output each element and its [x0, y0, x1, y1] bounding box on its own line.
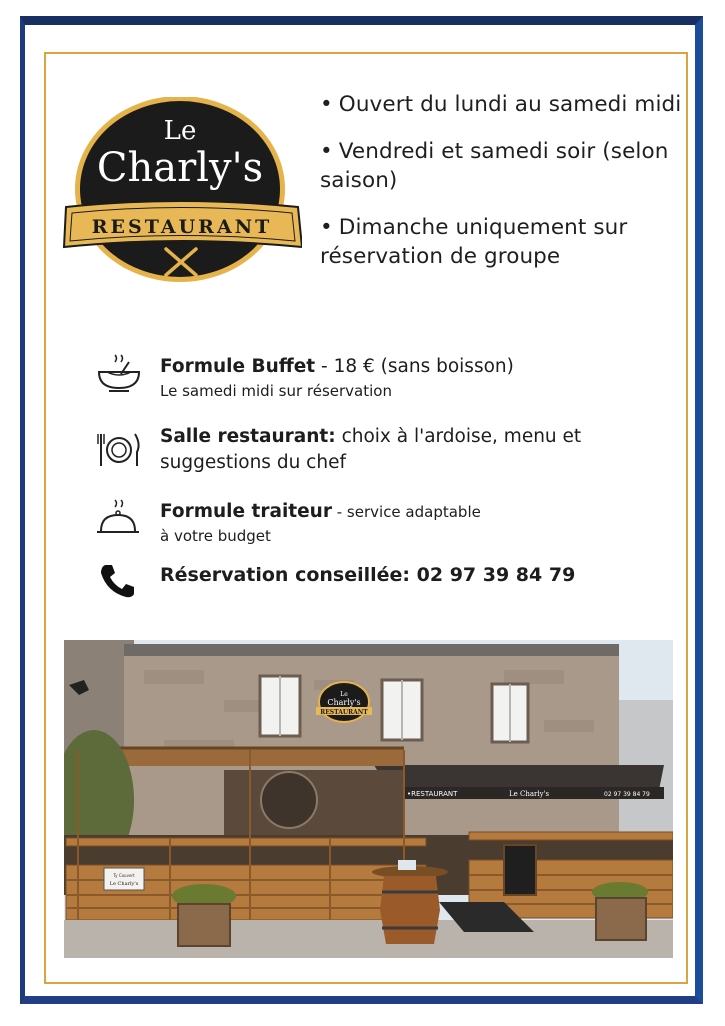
soup-bowl-icon: [95, 354, 143, 394]
planter-right: [592, 882, 648, 940]
terrace-banner: [104, 868, 144, 890]
svg-text:RESTAURANT: RESTAURANT: [320, 709, 368, 716]
restaurant-photo: [64, 640, 673, 958]
planter-left: [172, 884, 236, 946]
charlys-logo: [62, 97, 302, 287]
hours-item: • Vendredi et samedi soir (selon saison): [320, 139, 669, 193]
svg-text:Charly's: Charly's: [327, 698, 361, 707]
svg-text:Le Charly's: Le Charly's: [109, 881, 139, 887]
logo-le: Le: [163, 116, 197, 146]
hours-item: • Dimanche uniquement sur réservation de groupe: [320, 215, 628, 269]
plate-cutlery-icon: [95, 430, 143, 470]
svg-text:•RESTAURANT: •RESTAURANT: [407, 790, 458, 798]
logo-ribbon: RESTAURANT: [91, 216, 273, 238]
awning: [374, 765, 664, 799]
opening-hours-list: [320, 90, 690, 289]
svg-text:Ty Couvert: Ty Couvert: [113, 873, 135, 878]
logo-name: Charly's: [96, 145, 264, 191]
reservation-text: Réservation conseillée: 02 97 39 84 79: [160, 564, 576, 586]
svg-text:Le: Le: [340, 691, 348, 698]
svg-text:02 97 39 84 79: 02 97 39 84 79: [604, 791, 650, 798]
phone-icon: [95, 562, 143, 602]
svg-text:Le Charly's: Le Charly's: [509, 790, 550, 798]
hours-item: • Ouvert du lundi au samedi midi: [320, 92, 682, 117]
cloche-icon: [95, 499, 143, 539]
